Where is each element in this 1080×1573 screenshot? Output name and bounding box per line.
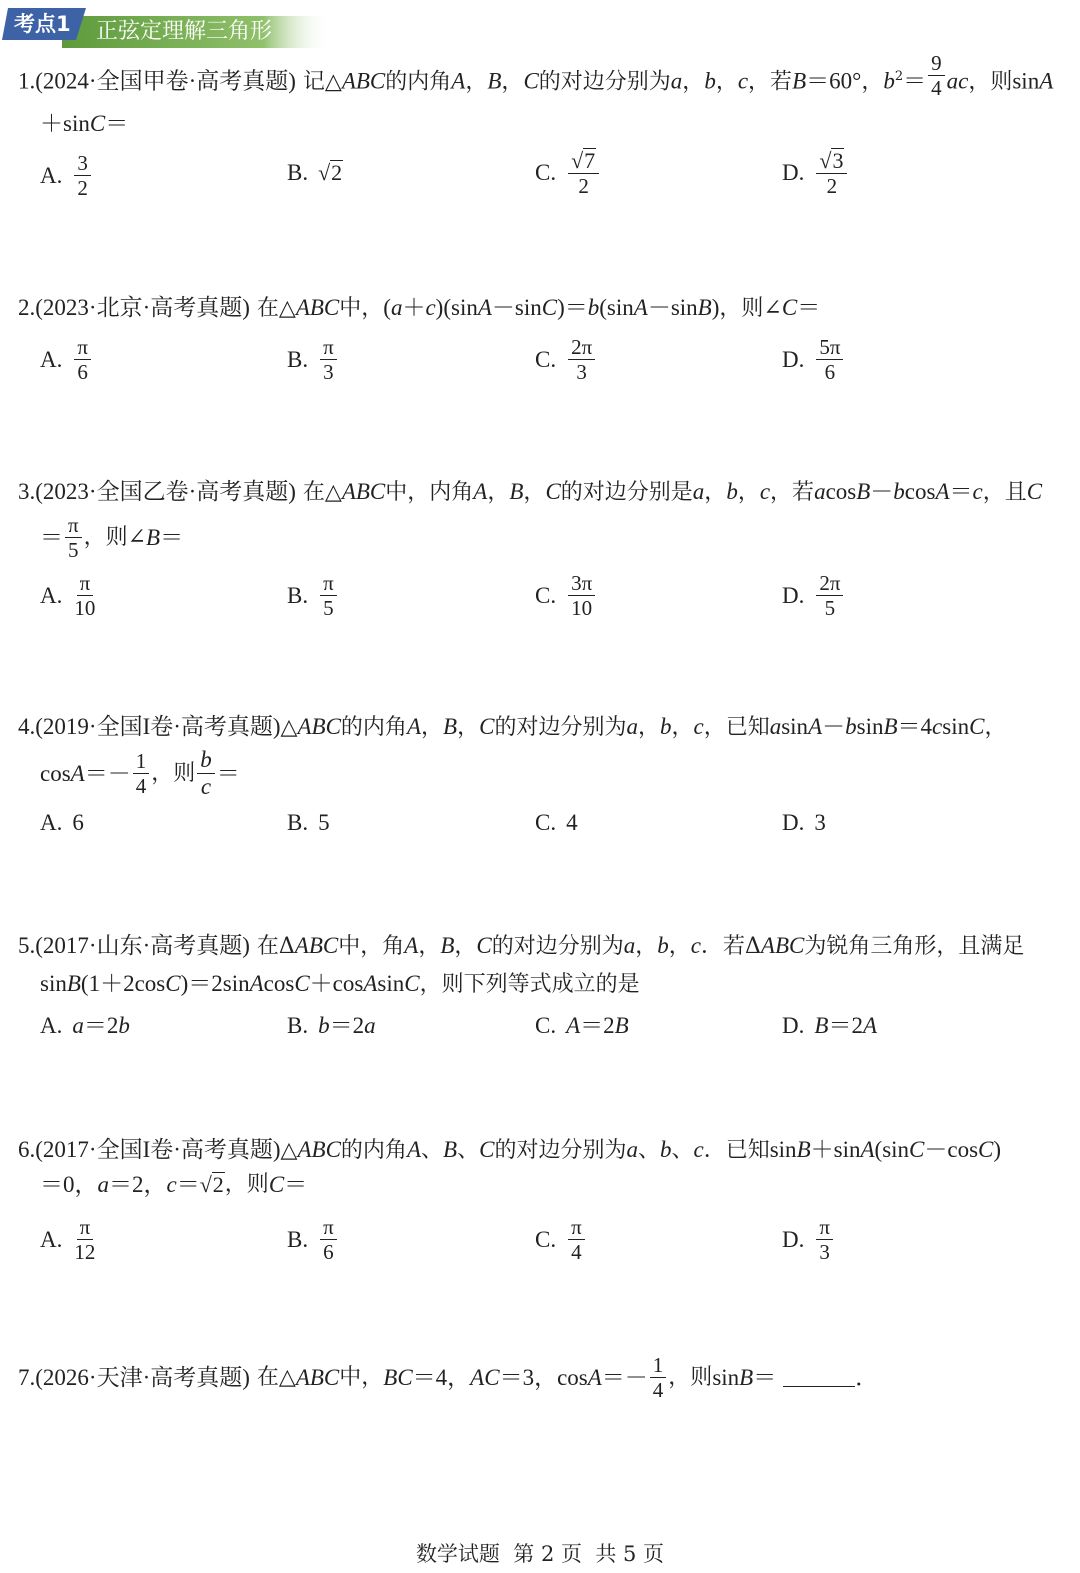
question-4: 4.(2019·全国I卷·高考真题)△ABC的内角A，B，C的对边分别为a，b，c，已知asinA－bsinB＝4csinC， xyxy=(18,714,1007,740)
question-5-continuation: sinB(1＋2cosC)＝2sinAcosC＋cosAsinC，则下列等式成立的是 xyxy=(40,971,640,997)
option-1A[interactable]: A. $\frac{3}{2}$ xyxy=(40,152,93,199)
option-2A[interactable]: A. $\frac{\pi}{6}$ xyxy=(40,336,93,383)
answer-blank[interactable] xyxy=(783,1368,855,1387)
option-4A[interactable]: A. 6 xyxy=(40,810,84,835)
section-header xyxy=(0,0,330,52)
question-3-continuation: ＝ $\frac{\pi}{5}$ ，则∠ B ＝ xyxy=(40,513,184,563)
question-4-continuation: cos A ＝－ $\frac{1}{4}$ ，则 $\frac{b}{c}$ ＝ xyxy=(40,747,240,800)
option-2B[interactable]: B. $\frac{\pi}{3}$ xyxy=(287,336,339,383)
option-6C[interactable]: C. $\frac{\pi}{4}$ xyxy=(535,1216,587,1263)
question-1: 1.(2024·全国甲卷·高考真题) 记△ABC的内角A，B，C的对边分别为a，b，c，若B＝60°，$b^2=$ $\frac{9}{4}$ ac，则sinA xyxy=(18,51,1054,101)
question-5: 5.(2017·山东·高考真题) 在ΔABC中，角A，B，C的对边分别为a，b，c．若ΔABC为锐角三角形，且满足 xyxy=(18,933,1025,959)
question-6: 6.(2017·全国I卷·高考真题)△ABC的内角A、B、C的对边分别为a、b、c．已知sinB＋sinA(sinC－cosC) xyxy=(18,1137,1002,1163)
option-5C[interactable]: C. A ＝2 B xyxy=(535,1013,629,1038)
option-1C[interactable]: C. √ 7 2 xyxy=(535,148,601,197)
option-2D[interactable]: D. $\frac{5\pi}{6}$ xyxy=(782,336,845,383)
option-4D[interactable]: D. 3 xyxy=(782,810,826,835)
option-4B[interactable]: B. 5 xyxy=(287,810,330,835)
section-title: 正弦定理解三角形 xyxy=(96,19,273,44)
question-2: 2.(2023·北京·高考真题) 在△ABC中，(a＋c)(sinA－sinC)＝b(sinA－sinB)，则∠C＝ xyxy=(18,295,821,321)
option-2C[interactable]: C. $\frac{2\pi}{3}$ xyxy=(535,336,597,383)
question-7: 7. (2026·天津·高考真题) 在△ ABC 中， BC ＝4， AC ＝3，cos A ＝－ $\frac{1}{4}$ ，则 sin B ＝ ． xyxy=(18,1353,879,1403)
option-5B[interactable]: B. b ＝2 a xyxy=(287,1013,376,1038)
option-4C[interactable]: C. 4 xyxy=(535,810,578,835)
page-footer: 数学试题 第 2 页 共 5 页 xyxy=(415,1542,665,1566)
question-6-continuation: ＝0， a ＝2， c ＝ √ 2 ，则 C ＝ xyxy=(40,1172,308,1198)
option-6B[interactable]: B. $\frac{\pi}{6}$ xyxy=(287,1216,339,1263)
option-3A[interactable]: A. $\frac{\pi}{10}$ xyxy=(40,571,96,621)
question-3: 3.(2023·全国乙卷·高考真题) 在△ABC中，内角A，B，C的对边分别是a，b，c，若acosB－bcosA＝c，且C xyxy=(18,479,1043,505)
option-6A[interactable]: A. $\frac{\pi}{12}$ xyxy=(40,1215,96,1265)
section-badge: 考点1 xyxy=(14,12,71,36)
option-3B[interactable]: B. $\frac{\pi}{5}$ xyxy=(287,572,339,619)
option-5D[interactable]: D. B ＝2 A xyxy=(782,1013,877,1038)
option-3D[interactable]: D. $\frac{2\pi}{5}$ xyxy=(782,572,845,619)
option-6D[interactable]: D. $\frac{\pi}{3}$ xyxy=(782,1216,835,1263)
option-5A[interactable]: A. a ＝2 b xyxy=(40,1013,130,1038)
option-1D[interactable]: D. √ 3 2 xyxy=(782,148,849,197)
question-1-continuation: ＋sinC＝ xyxy=(40,111,129,136)
option-3C[interactable]: C. $\frac{3\pi}{10}$ xyxy=(535,572,597,619)
option-1B[interactable]: B. √ 2 xyxy=(287,159,343,186)
